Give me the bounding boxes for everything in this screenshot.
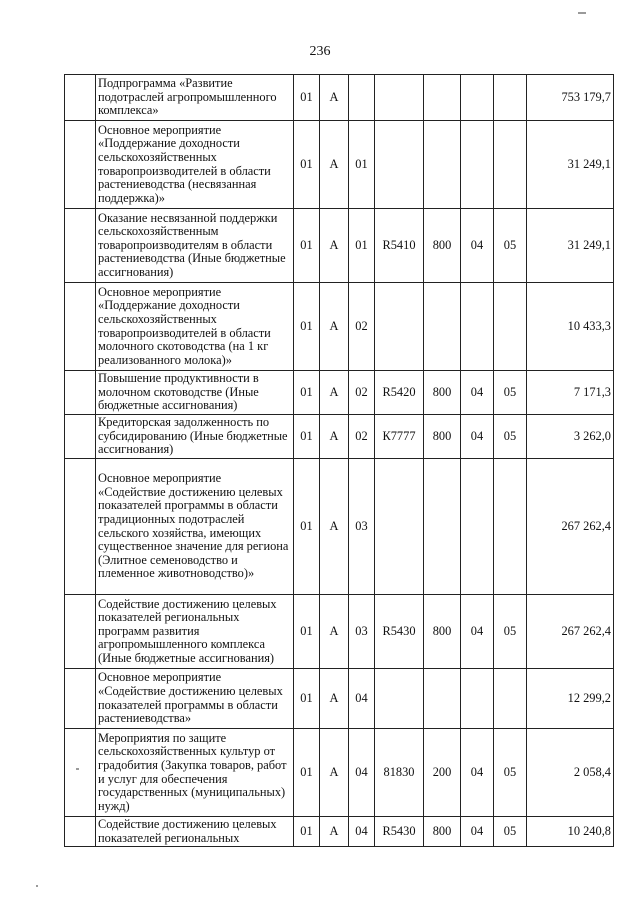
row-section: 04 — [461, 371, 494, 415]
row-name: Содействие достижению целевых показателей региональных — [96, 817, 294, 847]
row-program-code: 01 — [294, 75, 320, 121]
row-subsection — [494, 669, 527, 729]
row-program-code: 01 — [294, 283, 320, 371]
row-name: Оказание несвязанной поддержки сельскохозяйственным товаропроизводителям в области растениеводства (Иные бюджетные ассигнования) — [96, 209, 294, 283]
row-target-code — [375, 459, 424, 595]
row-expense-type: 800 — [424, 415, 461, 459]
row-blank-cell — [65, 729, 96, 817]
row-amount: 2 058,4 — [527, 729, 614, 817]
row-expense-type: 800 — [424, 209, 461, 283]
row-section — [461, 121, 494, 209]
table-row — [65, 75, 614, 121]
row-subprogram-code: А — [320, 729, 349, 817]
row-expense-type — [424, 283, 461, 371]
row-subprogram-code: А — [320, 415, 349, 459]
row-subprogram-code: А — [320, 817, 349, 847]
row-target-code — [375, 669, 424, 729]
row-program-code: 01 — [294, 595, 320, 669]
row-event-code: 02 — [349, 283, 375, 371]
scan-speck — [76, 768, 79, 770]
table-row — [65, 283, 614, 371]
row-blank-cell — [65, 817, 96, 847]
row-program-code: 01 — [294, 669, 320, 729]
row-target-code — [375, 75, 424, 121]
row-amount: 753 179,7 — [527, 75, 614, 121]
row-target-code: R5430 — [375, 817, 424, 847]
row-event-code: 02 — [349, 415, 375, 459]
row-event-code: 03 — [349, 459, 375, 595]
row-subprogram-code: А — [320, 459, 349, 595]
row-program-code: 01 — [294, 729, 320, 817]
row-section: 04 — [461, 729, 494, 817]
row-name: Кредиторская задолженность по субсидированию (Иные бюджетные ассигнования) — [96, 415, 294, 459]
row-name: Содействие достижению целевых показателей региональных программ развития агропромышленного комплекса (Иные бюджетные ассигнования) — [96, 595, 294, 669]
table-row — [65, 817, 614, 847]
row-event-code: 03 — [349, 595, 375, 669]
row-subprogram-code: А — [320, 121, 349, 209]
row-target-code — [375, 283, 424, 371]
row-name: Повышение продуктивности в молочном скотоводстве (Иные бюджетные ассигнования) — [96, 371, 294, 415]
row-blank-cell — [65, 669, 96, 729]
row-program-code: 01 — [294, 459, 320, 595]
row-amount: 12 299,2 — [527, 669, 614, 729]
row-blank-cell — [65, 459, 96, 595]
row-blank-cell — [65, 415, 96, 459]
row-amount: 267 262,4 — [527, 459, 614, 595]
row-target-code — [375, 121, 424, 209]
row-event-code: 01 — [349, 121, 375, 209]
row-event-code — [349, 75, 375, 121]
row-subsection: 05 — [494, 371, 527, 415]
table-row — [65, 121, 614, 209]
row-blank-cell — [65, 75, 96, 121]
row-name: Основное мероприятие «Содействие достижению целевых показателей программы в области традиционных подотраслей сельского хозяйства, имеющих существенное значение для региона (Элитное семеноводство и племенное животноводство)» — [96, 459, 294, 595]
row-expense-type — [424, 75, 461, 121]
row-target-code: R5410 — [375, 209, 424, 283]
row-subprogram-code: А — [320, 209, 349, 283]
table-row — [65, 371, 614, 415]
page-number: 236 — [309, 44, 331, 59]
row-expense-type: 800 — [424, 371, 461, 415]
scan-speck — [578, 12, 586, 14]
row-section: 04 — [461, 595, 494, 669]
row-subsection: 05 — [494, 595, 527, 669]
row-expense-type: 800 — [424, 817, 461, 847]
row-event-code: 04 — [349, 669, 375, 729]
row-section: 04 — [461, 415, 494, 459]
row-section: 04 — [461, 209, 494, 283]
row-blank-cell — [65, 371, 96, 415]
row-name: Основное мероприятие «Поддержание доходности сельскохозяйственных товаропроизводителей в области растениеводства (несвязанная поддержка)» — [96, 121, 294, 209]
row-blank-cell — [65, 595, 96, 669]
table-row — [65, 729, 614, 817]
row-target-code: К7777 — [375, 415, 424, 459]
table-row — [65, 415, 614, 459]
row-event-code: 01 — [349, 209, 375, 283]
budget-table — [64, 74, 614, 847]
row-blank-cell — [65, 121, 96, 209]
row-program-code: 01 — [294, 817, 320, 847]
row-expense-type: 200 — [424, 729, 461, 817]
row-expense-type — [424, 669, 461, 729]
row-event-code: 04 — [349, 729, 375, 817]
row-program-code: 01 — [294, 209, 320, 283]
row-subsection — [494, 283, 527, 371]
row-amount: 10 240,8 — [527, 817, 614, 847]
row-expense-type — [424, 121, 461, 209]
row-amount: 7 171,3 — [527, 371, 614, 415]
row-name: Основное мероприятие «Поддержание доходности сельскохозяйственных товаропроизводителей в области молочного скотоводства (на 1 кг реализованного молока)» — [96, 283, 294, 371]
table-row — [65, 209, 614, 283]
row-subsection: 05 — [494, 209, 527, 283]
row-section — [461, 669, 494, 729]
scan-speck — [36, 885, 38, 887]
row-subprogram-code: А — [320, 371, 349, 415]
row-subsection: 05 — [494, 415, 527, 459]
row-subprogram-code: А — [320, 595, 349, 669]
row-expense-type — [424, 459, 461, 595]
row-name: Подпрограмма «Развитие подотраслей агропромышленного комплекса» — [96, 75, 294, 121]
row-target-code: R5430 — [375, 595, 424, 669]
row-amount: 31 249,1 — [527, 209, 614, 283]
row-event-code: 02 — [349, 371, 375, 415]
row-name: Основное мероприятие «Содействие достижению целевых показателей программы в области растениеводства» — [96, 669, 294, 729]
row-amount: 267 262,4 — [527, 595, 614, 669]
table-row — [65, 669, 614, 729]
row-section — [461, 75, 494, 121]
row-section — [461, 459, 494, 595]
row-blank-cell — [65, 283, 96, 371]
row-amount: 10 433,3 — [527, 283, 614, 371]
row-amount: 3 262,0 — [527, 415, 614, 459]
row-expense-type: 800 — [424, 595, 461, 669]
row-program-code: 01 — [294, 415, 320, 459]
row-subsection: 05 — [494, 817, 527, 847]
row-subsection — [494, 459, 527, 595]
row-section: 04 — [461, 817, 494, 847]
row-subsection — [494, 121, 527, 209]
row-blank-cell — [65, 209, 96, 283]
row-target-code: R5420 — [375, 371, 424, 415]
table-row — [65, 459, 614, 595]
row-program-code: 01 — [294, 121, 320, 209]
row-amount: 31 249,1 — [527, 121, 614, 209]
row-section — [461, 283, 494, 371]
row-name: Мероприятия по защите сельскохозяйственных культур от градобития (Закупка товаров, работ и услуг для обеспечения государственных (муниципальных) нужд) — [96, 729, 294, 817]
row-subprogram-code: А — [320, 669, 349, 729]
row-subsection: 05 — [494, 729, 527, 817]
row-event-code: 04 — [349, 817, 375, 847]
row-subprogram-code: А — [320, 283, 349, 371]
row-program-code: 01 — [294, 371, 320, 415]
row-subsection — [494, 75, 527, 121]
row-subprogram-code: А — [320, 75, 349, 121]
row-target-code: 81830 — [375, 729, 424, 817]
table-row — [65, 595, 614, 669]
